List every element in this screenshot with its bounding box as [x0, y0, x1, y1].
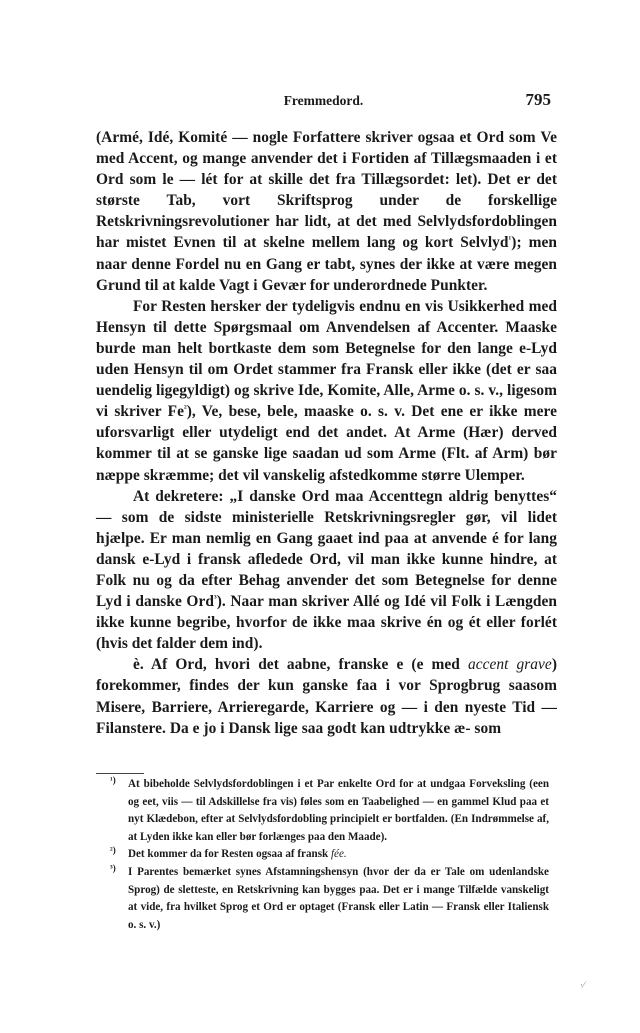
footnote-marker: ¹): [110, 775, 116, 785]
footnote-separator: [96, 773, 144, 774]
text-run: ), Ve, bese, bele, maaske o. s. v. Det ene er ikke mere uforsvarligt eller utydeligt end det andet. At Arme (Hær) derved kommer til at se ganske lige saadan ud som Arme (Flt. af Arm) bør næppe skræmme; det vil vanskelig afstedkomme større Ulemper.: [96, 403, 557, 484]
text-run: è. Af Ord, hvori det aabne, franske e (e med: [132, 656, 468, 674]
text-run: ); men naar denne Fordel nu en Gang er tabt, synes der ikke at være megen Grund til at kalde Vagt i Gevær for underordnede Punkter.: [96, 234, 558, 294]
text-run: Det kommer da for Resten ogsaa af fransk: [128, 848, 331, 861]
footnote-marker: ³): [110, 862, 116, 873]
paragraph: [96, 654, 557, 738]
italic-text: fée.: [330, 848, 347, 861]
footnote-marker: ²): [110, 845, 116, 856]
footnote-reference: ¹: [508, 234, 512, 245]
text-run: For Resten hersker der tydeligvis endnu en vis Usikkerhed med Hensyn til dette Spørgsmaal om Anvendelsen af Accenter. Maaske burde man helt bortkaste dem som Betegnelse for den lange e-Lyd uden Hensyn til om Ordet stammer fra Fransk eller ikke (det er saa uendelig ligegyldigt) og skrive Ide, Komite, Alle, Arme o. s. v., ligesom vi skriver Fe: [96, 297, 557, 421]
text-run: ) forekommer, findes der kun ganske faa i vor Sprogbrug saasom Misere, Barriere, Arrieregarde, Karriere og — i den nyeste Tid — Filanstere. Da e jo i Dansk lige saa godt kan udtrykke æ- som: [96, 656, 558, 737]
running-title: Fremmedord.: [283, 93, 364, 108]
stray-mark: ·⁄: [580, 980, 585, 990]
footnote-reference: ³: [213, 593, 217, 604]
page-number: 795: [525, 90, 551, 109]
footnote-reference: ²: [184, 403, 187, 414]
text-run: I Parentes bemærket synes Afstamningshensyn (hvor der da er Tale om udenlandske Sprog) de sletteste, en Retskrivning kan bygges paa. Det er i mange Tilfælde vanskeligt at vide, fra hvilket Sprog et Ord er optaget (Fransk eller Latin — Fransk eller Italiensk o. s. v.): [128, 865, 549, 931]
italic-text: accent grave: [468, 656, 552, 674]
page-header: [96, 90, 551, 114]
text-run: (Armé, Idé, Komité — nogle Forfattere skriver ogsaa et Ord som Ve med Accent, og mange anvender det i Fortiden af Tillægsmaaden i et Ord som le — lét for at skille det fra Tillægsordet: let). Det er det største Tab, vort Skriftsprog under de forskellige Retskrivningsrevolutioner har lidt, at det med Selvlydsfordoblingen har mistet Evnen til at skelne mellem lang og kort Selvlyd: [96, 129, 557, 252]
paragraph: [96, 486, 557, 655]
paragraph: [96, 296, 557, 486]
body-text: [96, 127, 557, 739]
footnotes: [110, 775, 549, 934]
paragraph: [96, 127, 557, 296]
footnote: [110, 862, 549, 934]
footnote: [110, 845, 549, 864]
text-run: At dekretere: „I danske Ord maa Accenttegn aldrig benyttes“ — som de sidste ministerielle Retskrivningsregler gør, vil lidet hjælpe. Er man nemlig en Gang gaaet ind paa at anvende é for lang dansk e-Lyd i fransk afledede Ord, vil man ikke kunne hindre, at Folk nu og da efter Behag anvender det som Betegnelse for denne Lyd i danske Ord: [96, 487, 557, 611]
text-run: At bibeholde Selvlydsfordoblingen i et Par enkelte Ord for at undgaa Forveksling (een og eet, viis — til Adskillelse fra vis) føles som en Taabelighed — en gammel Klud paa et nyt Klædebon, efter at Selvlydsfordobling principielt er bortfalden. (En Indrømmelse af, at Lyden ikke kan eller bør forlænges paa den Maade).: [128, 778, 549, 843]
text-run: ). Naar man skriver Allé og Idé vil Folk i Længden ikke kunne begribe, hvorfor de ikke maa skrive én og ét eller forlét (hvis det falder dem ind).: [96, 593, 557, 653]
footnote: [110, 775, 549, 846]
